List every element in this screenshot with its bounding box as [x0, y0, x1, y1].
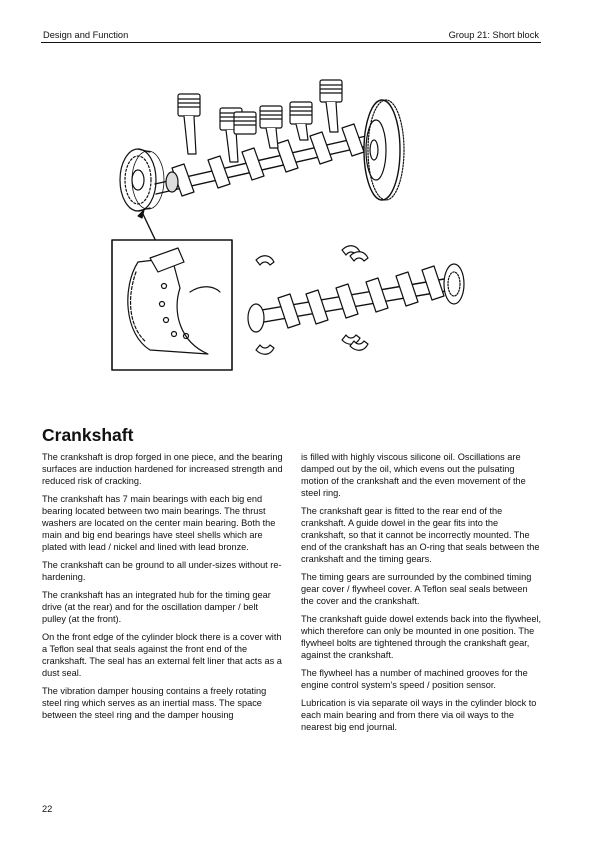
vibration-damper-cutaway-illustration — [112, 240, 232, 370]
paragraph: The timing gears are surrounded by the combined timing gear cover / flywheel cover. A Teflon seal seals between the cover and the crankshaft. — [301, 572, 532, 607]
paragraph: The crankshaft gear is fitted to the rear end of the crankshaft. A guide dowel in the gear fits into the crankshaft, so that it cannot be incorrectly mounted. The end of the crankshaft has an O-ring that seals between the crankshaft and the timing gears. — [301, 505, 540, 565]
header-divider — [41, 42, 541, 43]
header-left-title: Design and Function — [43, 30, 129, 40]
section-title: Crankshaft — [42, 425, 134, 445]
damper-pulley-icon — [120, 149, 164, 211]
page-number: 22 — [42, 804, 53, 814]
paragraph: is filled with highly viscous silicone oil. Oscillations are damped out by the oil, which evens out the pulsating motion of the crankshaft and the even movement of the steel ring. — [301, 452, 526, 499]
paragraph: The crankshaft guide dowel extends back into the flywheel, which therefore can only be mounted in one position. The flywheel bolts are tightened through the crankshaft gear, against the crankshaft. — [301, 613, 542, 661]
left-text-column — [42, 451, 283, 726]
crankshaft-figure — [110, 72, 485, 392]
paragraph: The crankshaft is drop forged in one piece, and the bearing surfaces are induction hardened for increased strength and reduced risk of cracking. — [42, 452, 283, 487]
crankshaft-assembly-illustration — [110, 72, 485, 392]
paragraph: The crankshaft has an integrated hub for the timing gear drive (at the rear) and for the oscillation damper / belt pulley (at the front). — [42, 589, 271, 624]
paragraph: The flywheel has a number of machined grooves for the engine control system’s speed / position sensor. — [301, 667, 528, 690]
crankshaft-lower-icon — [248, 264, 464, 332]
page-header — [43, 28, 539, 42]
flywheel-icon — [364, 100, 404, 200]
header-group-title: Group 21: Short block — [448, 30, 539, 40]
paragraph: Lubrication is via separate oil ways in the cylinder block to each main bearing and from there via oil ways to the nearest big end journal. — [301, 697, 537, 732]
paragraph: On the front edge of the cylinder block there is a cover with a Teflon seal that seals against the front end of the crankshaft. The seal has an external felt liner that acts as a dust seal. — [42, 631, 282, 678]
paragraph: The crankshaft can be ground to all under-sizes without re-hardening. — [42, 559, 282, 583]
right-text-column — [301, 451, 542, 739]
paragraph: The vibration damper housing contains a freely rotating steel ring which serves as an inertial mass. The space between the steel ring and the damper housing — [42, 685, 267, 720]
paragraph: The crankshaft has 7 main bearings with each big end bearing located between two main bearings. The thrust washers are located on the center main bearing. Both the main and big end bearings have steel shells which are plated with lead / nickel and lined with lead bronze. — [42, 493, 276, 553]
